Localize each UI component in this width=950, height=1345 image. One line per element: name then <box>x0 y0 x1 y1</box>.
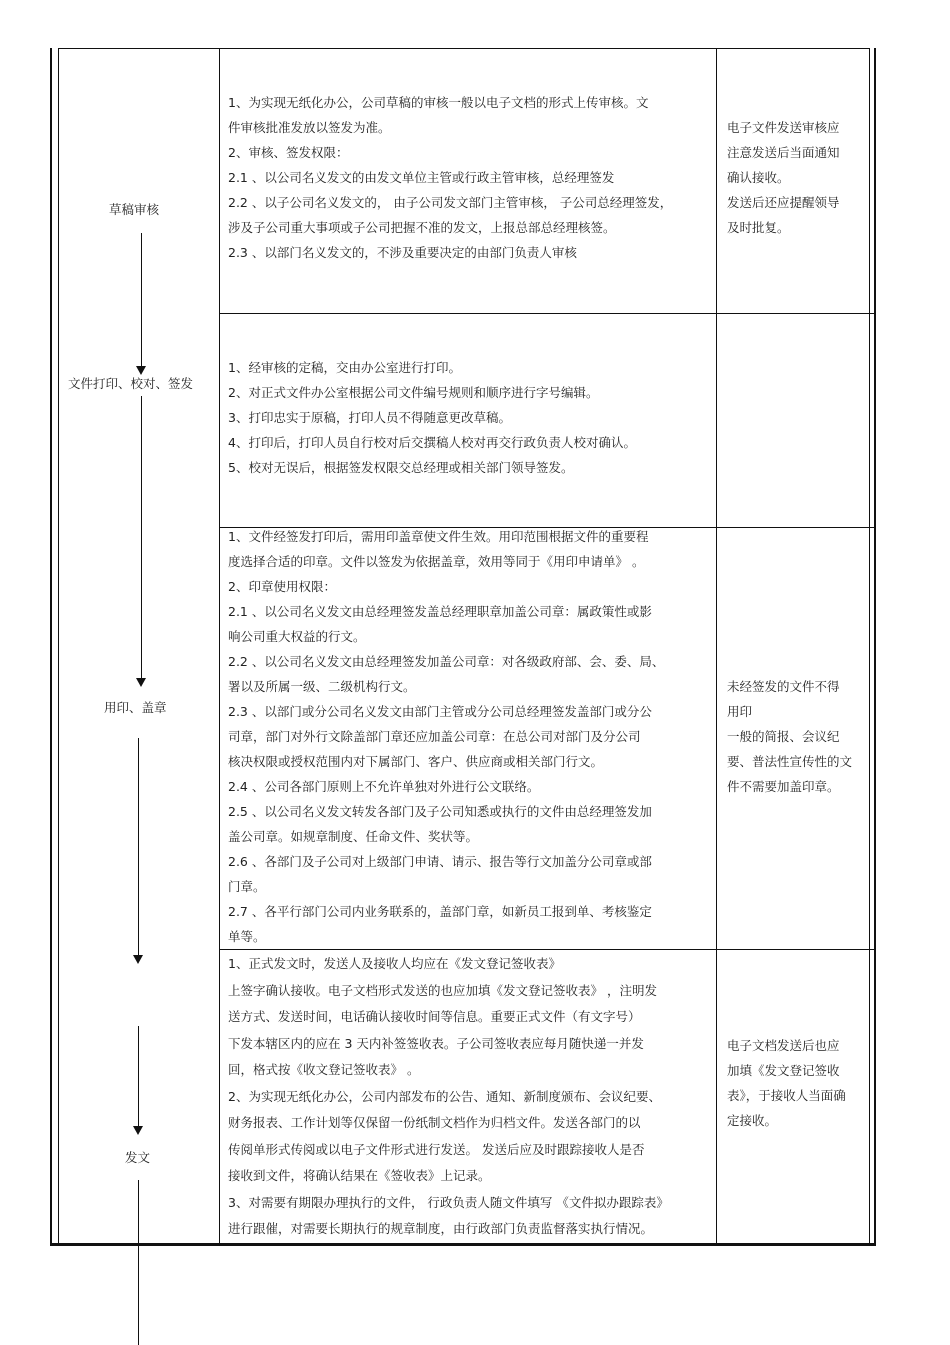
text-line: 1、为实现无纸化办公，公司草稿的审核一般以电子文档的形式上传审核。文 <box>228 95 649 110</box>
text-line: 2.2 、以子公司名义发文的， 由子公司发文部门主管审核， 子公司总经理签发， <box>228 195 673 210</box>
text-line: 2.1 、以公司名义发文由总经理签发盖总经理职章加盖公司章：属政策性或影 <box>228 604 652 619</box>
text-line: 署以及所属一级、二级机构行文。 <box>228 679 416 694</box>
column-divider-1 <box>219 48 220 1244</box>
text-line: 2.5 、以公司名义发文转发各部门及子公司知悉或执行的文件由总经理签发加 <box>228 804 652 819</box>
text-line: 响公司重大权益的行文。 <box>228 629 366 644</box>
note-line: 件不需要加盖印章。 <box>727 779 840 794</box>
note-dispatch <box>727 1033 846 1133</box>
text-line: 件审核批准发放以签发为准。 <box>228 120 391 135</box>
flow-arrow-head-2 <box>136 678 146 687</box>
column-divider-2 <box>716 48 717 1244</box>
note-seal <box>727 674 852 799</box>
flow-arrow-line-2 <box>141 396 142 680</box>
text-line: 2、为实现无纸化办公，公司内部发布的公告、通知、新制度颁布、会议纪要、 <box>228 1088 661 1104</box>
text-line: 2.3 、以部门或分公司名义发文由部门主管或分公司总经理签发盖部门或分公 <box>228 704 652 719</box>
text-line: 2.1 、以公司名义发文的由发文单位主管或行政主管审核，总经理签发 <box>228 170 615 185</box>
text-line: 1、正式发文时，发送人及接收人均应在《发文登记签收表》 <box>228 956 561 971</box>
text-line: 传阅单形式传阅或以电子文件形式进行发送。 发送后应及时跟踪接收人是否 <box>228 1141 645 1157</box>
flow-arrow-line-5 <box>138 1180 139 1345</box>
flow-arrow-head-3 <box>133 955 143 964</box>
text-line: 涉及子公司重大事项或子公司把握不准的发文，上报总部总经理核签。 <box>228 220 616 235</box>
text-line: 2.2 、以公司名义发文由总经理签发加盖公司章：对各级政府部、会、委、局、 <box>228 654 665 669</box>
flow-arrow-line-4 <box>138 1026 139 1128</box>
text-line: 3、对需要有期限办理执行的文件， 行政负责人随文件填写 《文件拟办跟踪表》 <box>228 1194 669 1210</box>
table-bottom-border <box>50 1243 876 1246</box>
flow-step-dispatch: 发文 <box>125 1150 151 1165</box>
note-line: 表》，于接收人当面确 <box>727 1088 846 1103</box>
text-line: 2.4 、公司各部门原则上不允许单独对外进行公文联络。 <box>228 779 540 794</box>
note-line: 定接收。 <box>727 1113 778 1128</box>
note-line: 要、普法性宣传性的文 <box>727 754 853 769</box>
note-line: 电子文档发送后也应 <box>727 1038 840 1053</box>
row-divider-3 <box>219 949 875 950</box>
text-line: 2、印章使用权限： <box>228 579 336 594</box>
text-line: 3、打印忠实于原稿，打印人员不得随意更改草稿。 <box>228 410 511 425</box>
flow-step-draft-review: 草稿审核 <box>109 202 160 217</box>
text-line: 门章。 <box>228 879 266 894</box>
table-outer-right-border <box>874 48 876 1246</box>
note-line: 确认接收。 <box>727 170 790 185</box>
text-line: 2、对正式文件办公室根据公司文件编号规则和顺序进行字号编辑。 <box>228 385 599 400</box>
row-divider-1 <box>219 313 875 314</box>
flow-arrow-line-1 <box>141 233 142 367</box>
text-line: 核决权限或授权范围内对下属部门、客户、供应商或相关部门行文。 <box>228 754 604 769</box>
text-line: 司章，部门对外行文除盖部门章还应加盖公司章：在总公司对部门及分公司 <box>228 729 641 744</box>
text-line: 盖公司章。如规章制度、任命文件、奖状等。 <box>228 829 479 844</box>
text-line: 2、审核、签发权限： <box>228 145 349 160</box>
flow-arrow-line-3 <box>138 738 139 956</box>
procedure-text-draft-review <box>228 90 672 265</box>
text-line: 进行跟催，对需要长期执行的规章制度，由行政部门负责监督落实执行情况。 <box>228 1221 654 1236</box>
note-line: 加填《发文登记签收 <box>727 1063 840 1078</box>
text-line: 单等。 <box>228 929 266 944</box>
text-line: 回，格式按《收文登记签收表》 。 <box>228 1062 420 1077</box>
flow-arrow-head-4 <box>133 1126 143 1135</box>
flow-step-seal: 用印、盖章 <box>104 700 167 715</box>
table-top-border <box>58 48 870 49</box>
note-draft-review <box>727 115 840 240</box>
procedure-text-print-proof <box>228 355 636 480</box>
text-line: 接收到文件，将确认结果在《签收表》上记录。 <box>228 1168 491 1183</box>
text-line: 4、打印后，打印人员自行校对后交撰稿人校对再交行政负责人校对确认。 <box>228 435 636 450</box>
text-line: 财务报表、工作计划等仅保留一份纸制文档作为归档文件。发送各部门的以 <box>228 1115 641 1130</box>
text-line: 1、经审核的定稿，交由办公室进行打印。 <box>228 360 461 375</box>
text-line: 2.3 、以部门名义发文的，不涉及重要决定的由部门负责人审核 <box>228 245 577 260</box>
text-line: 上签字确认接收。电子文档形式发送的也应加填《发文登记签收表》 ，注明发 <box>228 982 657 998</box>
procedure-text-dispatch <box>228 951 669 1243</box>
text-line: 送方式、发送时间，电话确认接收时间等信息。重要正式文件（有文字号） <box>228 1009 641 1024</box>
procedure-text-seal <box>228 524 664 949</box>
text-line: 2.7 、各平行部门公司内业务联系的，盖部门章，如新员工报到单、考核鉴定 <box>228 904 652 919</box>
flow-step-print-proof-sign: 文件打印、校对、签发 <box>68 376 194 391</box>
text-line: 2.6 、各部门及子公司对上级部门申请、请示、报告等行文加盖分公司章或部 <box>228 854 652 869</box>
text-line: 下发本辖区内的应在 3 天内补签签收表。子公司签收表应每月随快递一并发 <box>228 1035 644 1051</box>
flow-arrow-head-1 <box>136 366 146 375</box>
text-line: 1、文件经签发打印后，需用印盖章使文件生效。用印范围根据文件的重要程 <box>228 529 649 544</box>
table-outer-left-border <box>50 48 52 1246</box>
note-line: 用印 <box>727 704 753 719</box>
note-line: 一般的简报、会议纪 <box>727 729 840 744</box>
note-line: 电子文件发送审核应 <box>727 120 840 135</box>
table-inner-right-border <box>869 48 870 1246</box>
text-line: 度选择合适的印章。文件以签发为依据盖章，效用等同于《用印申请单》 。 <box>228 554 645 569</box>
text-line: 5、校对无误后，根据签发权限交总经理或相关部门领导签发。 <box>228 460 574 475</box>
table-inner-left-border <box>58 48 59 1246</box>
note-line: 发送后还应提醒领导 <box>727 195 840 210</box>
note-line: 未经签发的文件不得 <box>727 679 840 694</box>
note-line: 注意发送后当面通知 <box>727 145 840 160</box>
note-line: 及时批复。 <box>727 220 790 235</box>
